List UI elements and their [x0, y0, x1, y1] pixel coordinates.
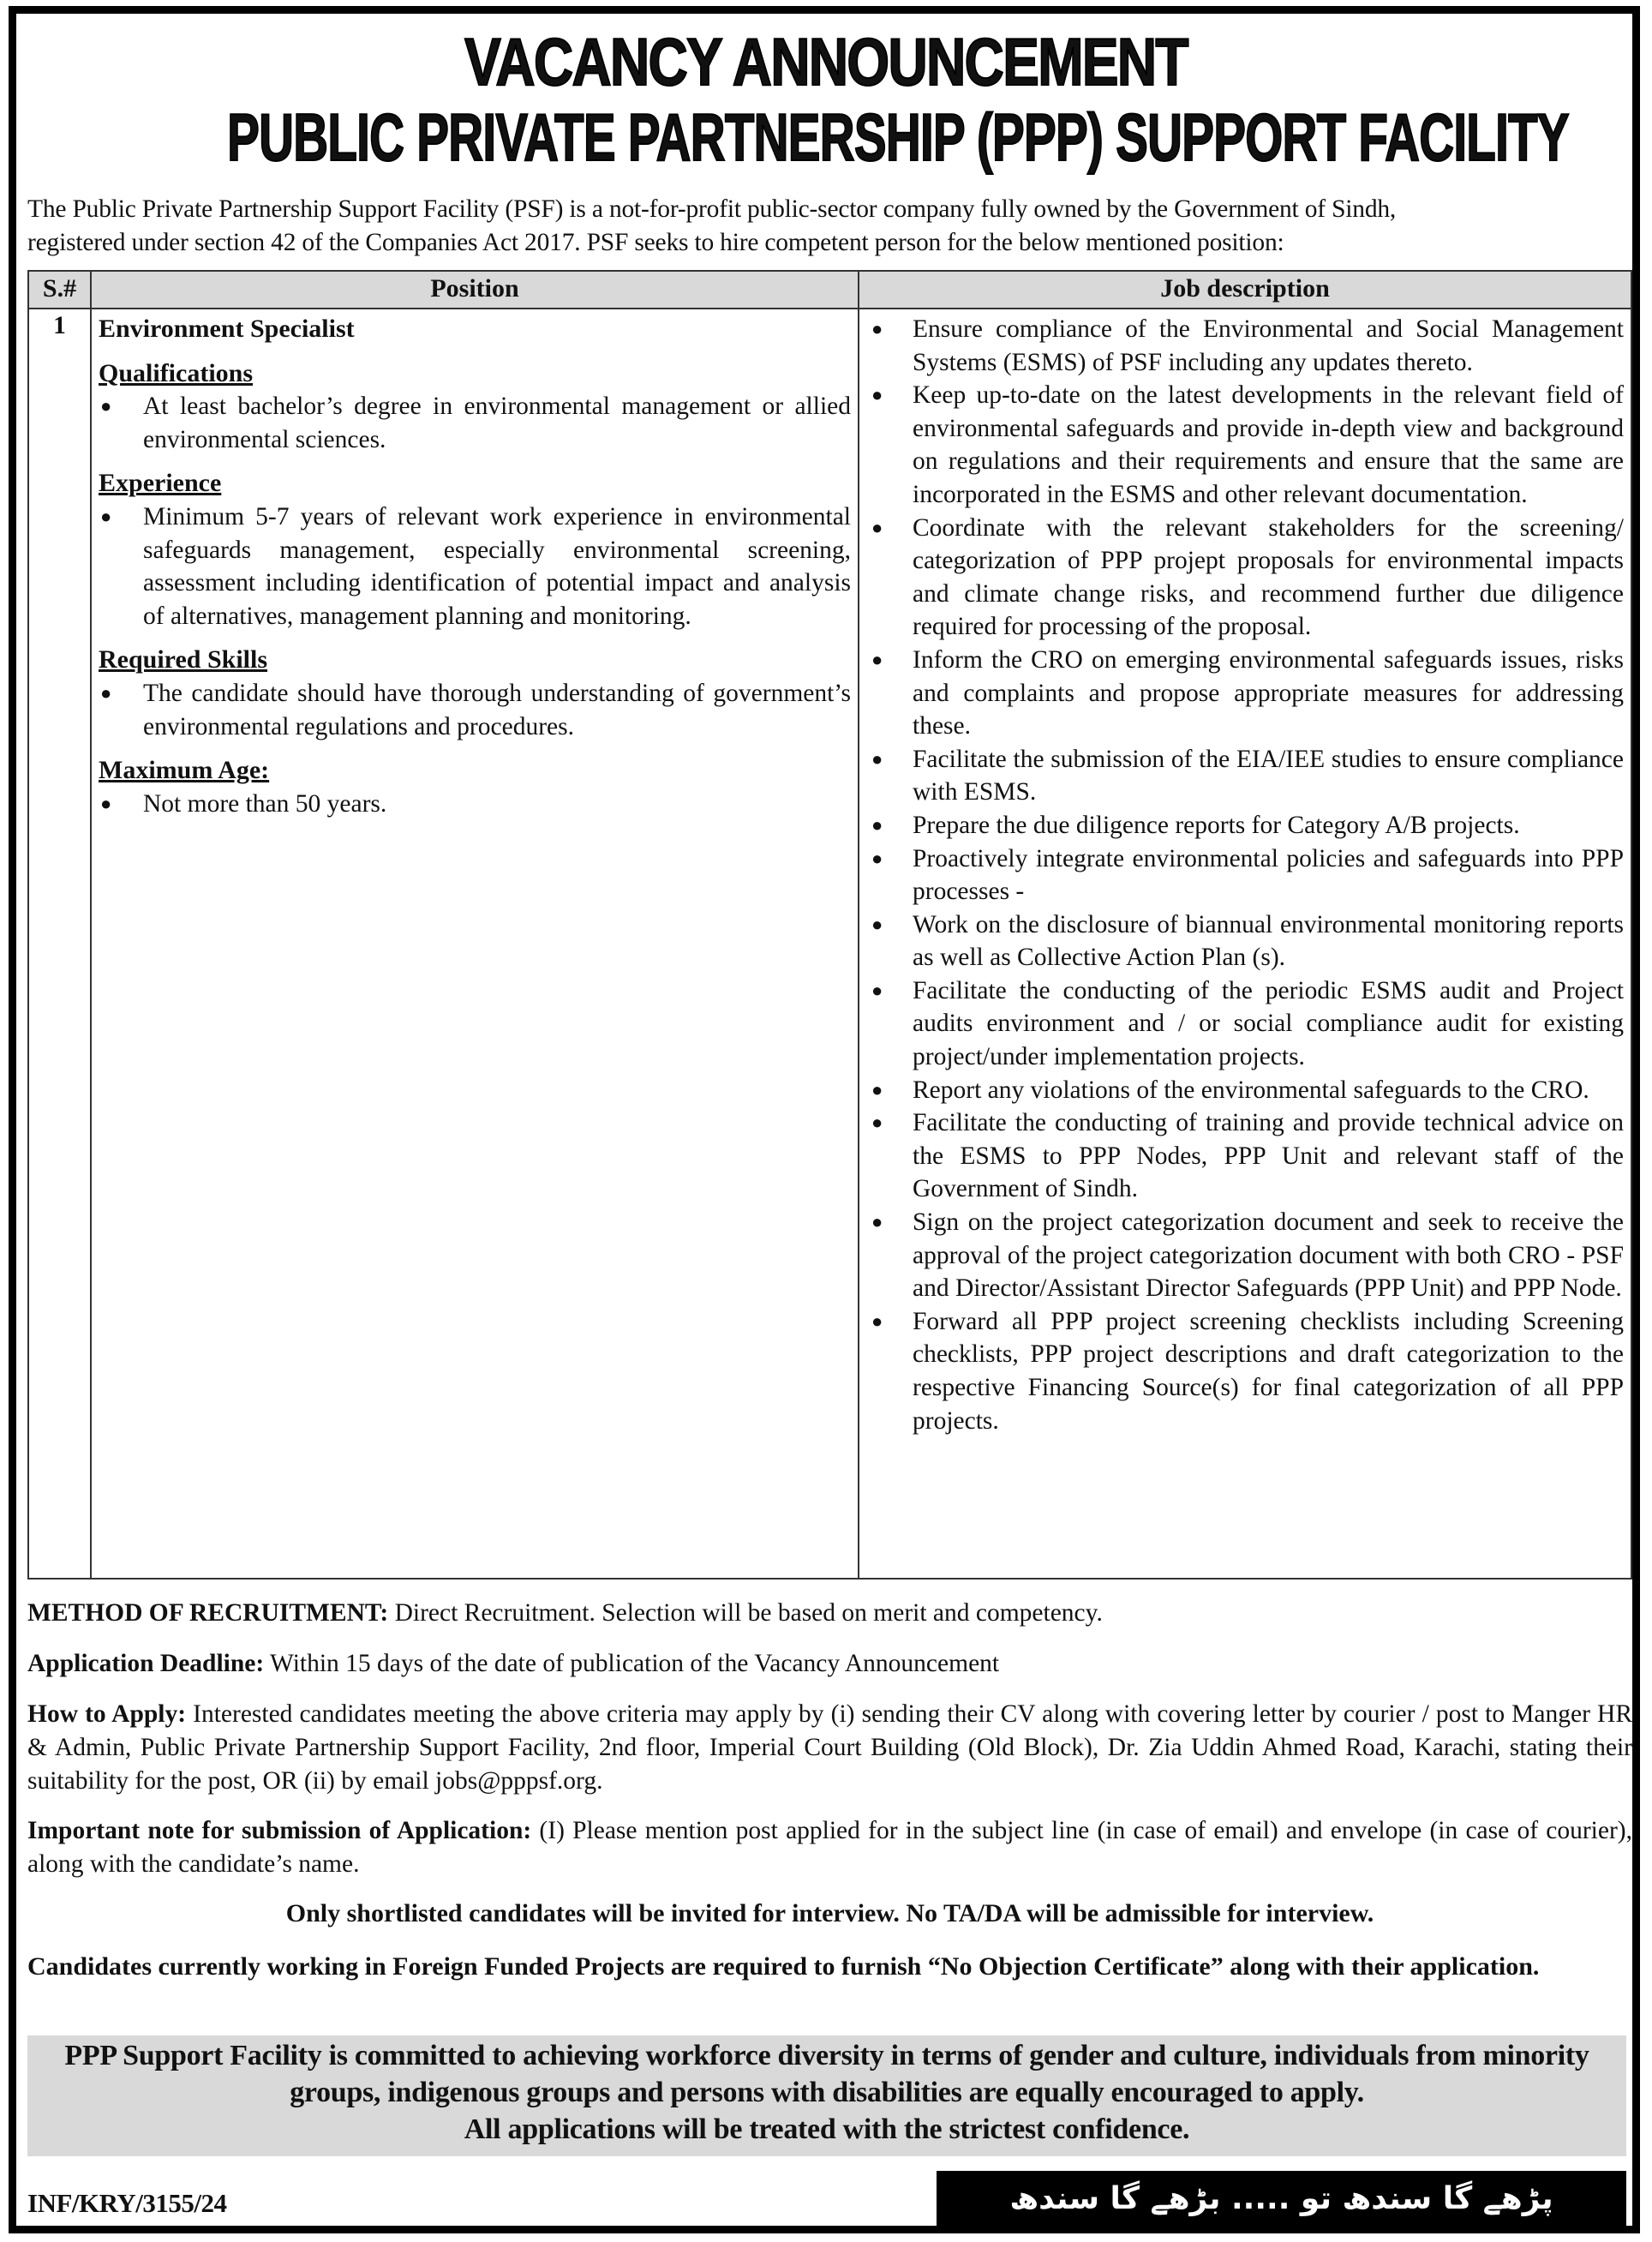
bullet-icon: ●	[871, 384, 883, 406]
how-to-apply	[27, 1698, 1632, 1798]
experience-list	[99, 501, 851, 632]
how-to-apply-text: Interested candidates meeting the above criteria may apply by (i) sending their CV along with covering letter by courier / post to Manger HR & Admin, Public Private Partnership Support Facility, 2nd floor, Imperial Court Building (Old Block), Dr. Zia Uddin Ahmed Road, Karachi, stating their suitability for the post, OR (ii) by email jobs@pppsf.org.	[27, 1700, 1632, 1795]
deadline-text: Within 15 days of the date of publication of the Vacancy Announcement	[264, 1650, 1000, 1677]
intro-line-1: The Public Private Partnership Support Facility (PSF) is a not-for-profit public-sector company fully owned by the Government of Sindh,	[27, 195, 1397, 223]
organization-title: PUBLIC PRIVATE PARTNERSHIP (PPP) SUPPORT FACILITY	[227, 99, 1569, 175]
slogan-banner: پڑھے گا سندھ تو ..... بڑھے گا سندھ	[937, 2171, 1626, 2227]
page-title: VACANCY ANNOUNCEMENT	[464, 24, 1188, 99]
section-heading-max-age: Maximum Age:	[99, 756, 270, 785]
bullet-icon: ●	[871, 979, 883, 1001]
skills-list	[99, 677, 851, 743]
deadline-label: Application Deadline:	[27, 1650, 265, 1677]
list-item: ● Ensure compliance of the Environmental and Social Management Systems (ESMS) of PSF including any updates thereto.	[865, 313, 1624, 379]
list-item: ● Minimum 5-7 years of relevant work experience in environmental safeguards management, especially environmental screening, assessment including identification of potential impact and analysis of alternatives, management planning and monitoring.	[99, 501, 851, 632]
bullet-icon: ●	[871, 516, 883, 538]
list-item: ● The candidate should have thorough understanding of government’s environmental regulations and procedures.	[99, 677, 851, 743]
list-item: ● Report any violations of the environmental safeguards to the CRO.	[865, 1074, 1624, 1107]
bullet-icon: ●	[871, 1211, 883, 1233]
diversity-line-1: PPP Support Facility is committed to achieving workforce diversity in terms of gender and culture, individuals from minority groups, indigenous groups and persons with disabilities are equally encouraged to apply.	[64, 2040, 1589, 2108]
application-deadline	[27, 1647, 1632, 1681]
max-age-list	[99, 788, 851, 821]
intro-line-2: registered under section 42 of the Companies Act 2017. PSF seeks to hire competent person for the below mentioned position:	[27, 229, 1284, 256]
bullet-icon: ●	[871, 1112, 883, 1134]
header-position: Position	[91, 271, 859, 309]
intro-paragraph	[27, 193, 1632, 260]
list-item: ● At least bachelor’s degree in environmental management or allied environmental sciences.	[99, 390, 851, 456]
bullet-icon: ●	[871, 747, 883, 770]
bullet-icon: ●	[100, 792, 112, 814]
foreign-funded-notice: Candidates currently working in Foreign Funded Projects are required to furnish “No Objection Certificate” along with their application.	[27, 1952, 1540, 1981]
section-heading-skills: Required Skills	[99, 645, 268, 674]
bullet-icon: ●	[871, 648, 883, 670]
bullet-icon: ●	[871, 847, 883, 869]
diversity-line-2: All applications will be treated with the strictest confidence.	[464, 2113, 1190, 2145]
qualifications-list	[99, 390, 851, 456]
bullet-icon: ●	[100, 395, 112, 417]
important-note-text: (I) Please mention post applied for in the subject line (in case of email) and envelope (in case of courier), along with the candidate’s name.	[27, 1817, 1632, 1878]
row-sn: 1	[28, 309, 91, 1579]
list-item: ● Prepare the due diligence reports for Category A/B projects.	[865, 809, 1624, 842]
position-cell	[91, 309, 859, 1579]
header-sn: S.#	[28, 271, 91, 309]
list-item: ● Facilitate the conducting of training and provide technical advice on the ESMS to PPP Nodes, PPP Unit and relevant staff of the Government of Sindh.	[865, 1106, 1624, 1206]
list-item: ● Inform the CRO on emerging environmental safeguards issues, risks and complaints and propose appropriate measures for addressing these.	[865, 644, 1624, 743]
bullet-icon: ●	[871, 913, 883, 935]
position-title: Environment Specialist	[99, 315, 355, 343]
bullet-icon: ●	[871, 1078, 883, 1100]
shortlisted-notice: Only shortlisted candidates will be invited for interview. No TA/DA will be admissible for interview.	[285, 1899, 1374, 1927]
section-heading-qualifications: Qualifications	[99, 358, 254, 387]
list-item: ● Sign on the project categorization document and seek to receive the approval of the project categorization document with both CRO - PSF and Director/Assistant Director Safeguards (PPP Unit) and PPP Node.	[865, 1206, 1624, 1305]
list-item: ● Facilitate the submission of the EIA/IEE studies to ensure compliance with ESMS.	[865, 743, 1624, 809]
bullet-icon: ●	[871, 1310, 883, 1332]
list-item: ● Keep up-to-date on the latest developments in the relevant field of environmental safeguards and provide in-depth view and background on regulations and their requirements and ensure that the same are incorporated in the ESMS and other relevant documentation.	[865, 379, 1624, 511]
table-header-row	[28, 271, 1631, 309]
list-item: ● Facilitate the conducting of the periodic ESMS audit and Project audits environment and / or social compliance audit for existing project/under implementation projects.	[865, 974, 1624, 1074]
vacancy-table	[27, 270, 1632, 1580]
important-note-label: Important note for submission of Application:	[27, 1817, 532, 1844]
list-item: ● Forward all PPP project screening checklists including Screening checklists, PPP project descriptions and draft categorization to the respective Financing Source(s) for final categorization of all PPP projects.	[865, 1305, 1624, 1437]
job-description-list	[865, 313, 1624, 1437]
method-label: METHOD OF RECRUITMENT:	[27, 1599, 389, 1627]
list-item: ● Work on the disclosure of biannual environmental monitoring reports as well as Collective Action Plan (s).	[865, 908, 1624, 974]
reference-number: INF/KRY/3155/24	[27, 2188, 227, 2218]
method-of-recruitment	[27, 1597, 1632, 1630]
bullet-icon: ●	[871, 318, 883, 339]
bullet-icon: ●	[100, 505, 112, 527]
list-item: ● Proactively integrate environmental policies and safeguards into PPP processes -	[865, 842, 1624, 908]
how-to-apply-label: How to Apply:	[27, 1700, 187, 1728]
header-job-description: Job description	[859, 271, 1631, 309]
table-row	[28, 309, 1631, 1579]
section-heading-experience: Experience	[99, 469, 222, 498]
job-description-cell	[859, 309, 1631, 1579]
list-item: ● Coordinate with the relevant stakeholders for the screening/ categorization of PPP projept proposals for environmental impacts and climate change risks, and recommend further due diligence required for processing of the proposal.	[865, 512, 1624, 644]
bullet-icon: ●	[100, 681, 112, 704]
method-text: Direct Recruitment. Selection will be based on merit and competency.	[388, 1599, 1103, 1627]
list-item: ● Not more than 50 years.	[99, 788, 851, 821]
important-note	[27, 1814, 1632, 1881]
bullet-icon: ●	[871, 813, 883, 836]
diversity-statement	[27, 2037, 1626, 2148]
